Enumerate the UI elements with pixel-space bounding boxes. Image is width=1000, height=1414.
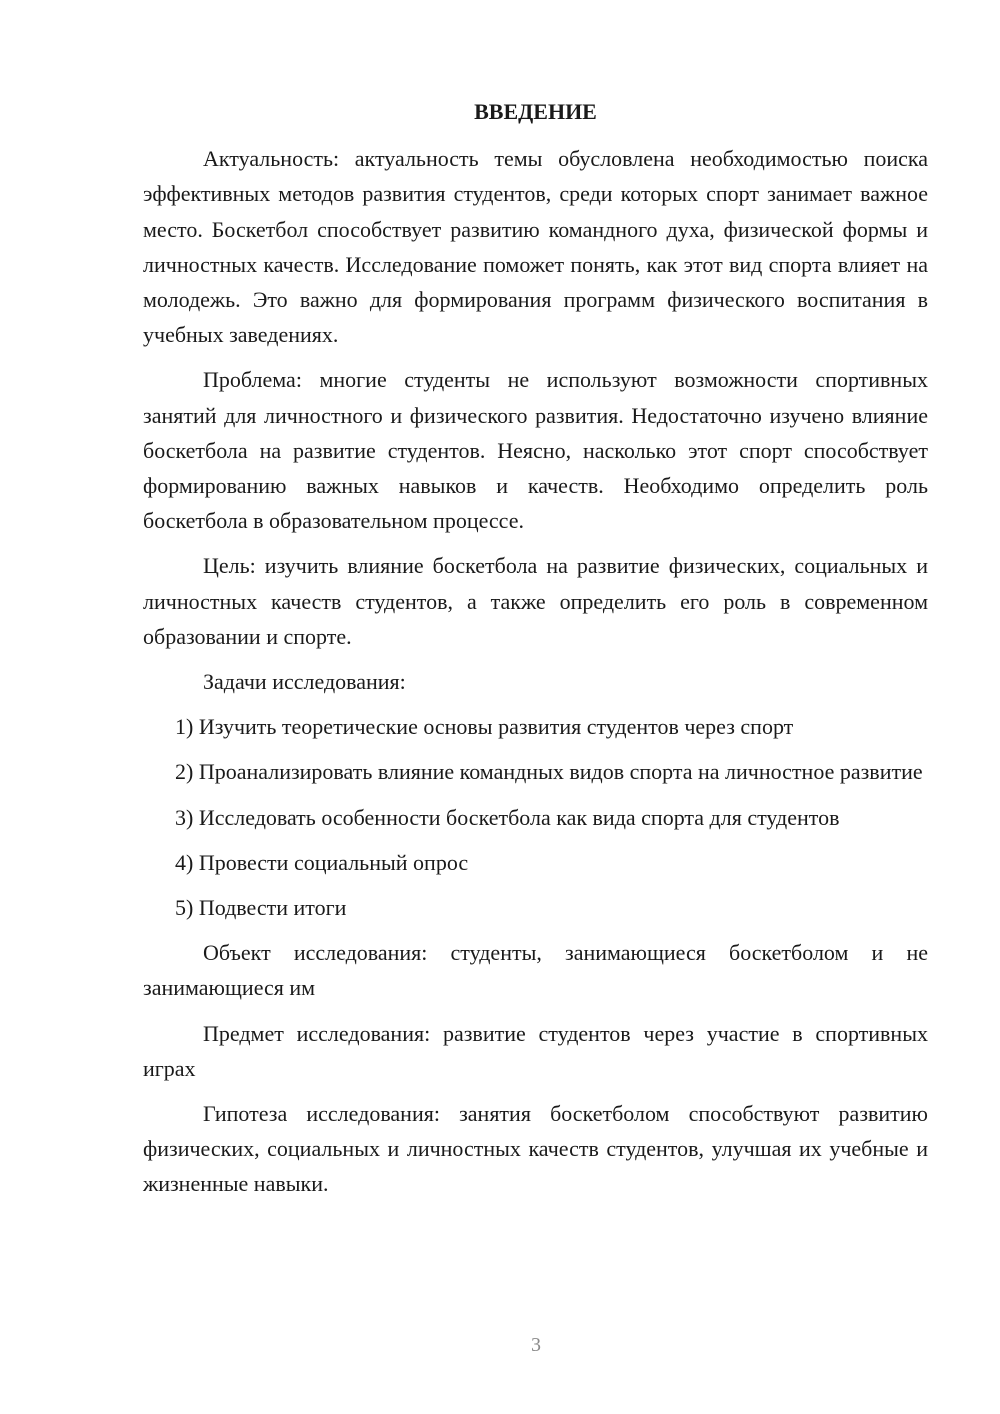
relevance-paragraph: Актуальность: актуальность темы обусловлена необходимостью поиска эффективных методов развития студентов, среди которых спорт занимает важное место. Боскетбол способствует развитию командного духа, физической формы и личностных качеств. Исследование поможет понять, как этот вид спорта влияет на молодежь. Это важно для формирования программ физического воспитания в учебных заведениях. [143, 146, 928, 348]
page-content [143, 94, 928, 1212]
task-item-2: 2) Проанализировать влияние командных видов спорта на личностное развитие [175, 759, 923, 785]
goal-paragraph: Цель: изучить влияние боскетбола на развитие физических, социальных и личностных качеств студентов, а также определить его роль в современном образовании и спорте. [143, 553, 928, 649]
problem-paragraph: Проблема: многие студенты не используют возможности спортивных занятий для личностного и физического развития. Недостаточно изучено влияние боскетбола на развитие студентов. Неясно, насколько этот спорт способствует формированию важных навыков и качеств. Необходимо определить роль боскетбола в образовательном процессе. [143, 367, 928, 534]
task-item-3: 3) Исследовать особенности боскетбола как вида спорта для студентов [175, 804, 840, 830]
hypothesis-paragraph: Гипотеза исследования: занятия боскетболом способствуют развитию физических, социальных и личностных качеств студентов, улучшая их учебные и жизненные навыки. [143, 1101, 928, 1197]
task-item-5: 5) Подвести итоги [175, 895, 347, 921]
task-item-4: 4) Провести социальный опрос [175, 849, 469, 875]
page-number: 3 [531, 1334, 541, 1356]
task-item-1: 1) Изучить теоретические основы развития студентов через спорт [175, 714, 794, 740]
section-title: ВВЕДЕНИЕ [474, 99, 597, 124]
tasks-heading: Задачи исследования: [203, 669, 406, 695]
object-paragraph: Объект исследования: студенты, занимающиеся боскетболом и не занимающиеся им [143, 940, 928, 1001]
subject-paragraph: Предмет исследования: развитие студентов через участие в спортивных играх [143, 1020, 928, 1081]
